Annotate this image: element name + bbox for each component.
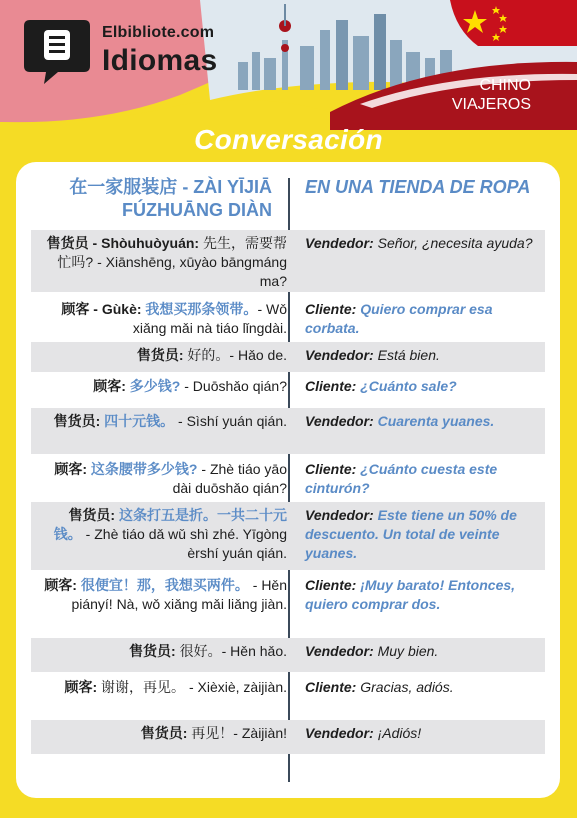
dialogue-row [31, 720, 545, 754]
speaker-label: Vendedor: [305, 413, 374, 429]
dialogue-row [31, 230, 545, 292]
dialogue-row [31, 408, 545, 454]
chinese-line [43, 460, 287, 498]
highlighted-phrase: 多少钱? [125, 378, 181, 394]
line-text: - Wǒ xiǎng mǎi nà tiáo lǐngdài. [132, 301, 287, 336]
spanish-line [305, 234, 539, 253]
line-text: 先生，需要帮忙吗? - Xiānshēng, xūyào bāngmáng ma? [57, 235, 287, 289]
speaker-label: 售货员: [53, 413, 101, 429]
speaker-label: 顾客: [54, 461, 88, 477]
speaker-label: Cliente: [305, 301, 357, 317]
section-title: Conversación [194, 124, 383, 155]
speaker-label: Cliente: [305, 378, 357, 394]
category-topic: VIAJEROS [451, 96, 531, 113]
spanish-line [305, 377, 539, 396]
category-label [452, 76, 531, 114]
highlighted-phrase: ¡Muy barato! Entonces, quiero comprar dos. [305, 577, 516, 612]
brand-logo[interactable] [22, 16, 222, 86]
highlighted-phrase: 我想买那条领带。 [141, 301, 258, 317]
speaker-label: Vendedor: [305, 347, 374, 363]
line-text: 再见！- Zàijiàn! [187, 725, 287, 741]
site-name: Elbibliote.com [102, 24, 215, 41]
highlighted-phrase: 这条打五是折。一共二十元钱。 [53, 507, 287, 542]
line-text: - Duōshǎo qián? [180, 378, 287, 394]
speech-bubble-logo-icon [22, 16, 92, 86]
line-text: 好的。- Hǎo de. [183, 347, 287, 363]
speaker-label: 售货员 - Shòuhuòyuán: [46, 235, 200, 251]
chinese-line [43, 576, 287, 614]
dialogue-row [31, 296, 545, 340]
highlighted-phrase: Cuarenta yuanes. [373, 413, 495, 429]
speaker-label: Cliente: [305, 577, 357, 593]
line-text: 很好。- Hěn hǎo. [175, 643, 287, 659]
line-text: ¡Adiós! [373, 725, 422, 741]
spanish-column-heading: EN UNA TIENDA DE ROPA [305, 177, 531, 197]
category-language: CHINO [479, 77, 531, 94]
line-text: Muy bien. [373, 643, 439, 659]
spanish-line [305, 460, 539, 498]
conversation-card [16, 162, 560, 798]
chinese-line [43, 346, 287, 365]
brand-name: Idiomas [102, 44, 218, 77]
speaker-label: Cliente: [305, 679, 357, 695]
line-text: - Hěn piányí! Nà, wǒ xiǎng mǎi liǎng jiàn. [71, 577, 287, 612]
highlighted-phrase: ¿Cuánto cuesta este cinturón? [305, 461, 498, 496]
highlighted-phrase: ¿Cuánto sale? [356, 378, 457, 394]
china-flag-icon [450, 0, 577, 46]
chinese-line [43, 642, 287, 661]
speaker-label: 顾客: [64, 679, 98, 695]
chinese-line [43, 377, 287, 396]
dialogue-row [31, 342, 545, 372]
highlighted-phrase: Quiero comprar esa corbata. [305, 301, 493, 336]
dialogue-row [31, 674, 545, 718]
chinese-line [43, 724, 287, 743]
dialogue-row [31, 373, 545, 404]
spanish-line [305, 724, 539, 743]
dialogue-row [31, 456, 545, 500]
speaker-label: 售货员: [136, 347, 184, 363]
dialogue-row [31, 638, 545, 672]
speaker-label: 顾客: [44, 577, 77, 593]
line-text: - Sìshí yuán qián. [174, 413, 287, 429]
spanish-line [305, 346, 539, 365]
dialogue-row [31, 502, 545, 570]
highlighted-phrase: 四十元钱。 [100, 413, 175, 429]
speaker-label: 顾客: [93, 378, 126, 394]
speaker-label: 顾客 - Gùkè: [61, 301, 142, 317]
speaker-label: Vendedor: [305, 725, 374, 741]
speaker-label: Vendedor: [305, 235, 374, 251]
speaker-label: Vendedor: [305, 507, 374, 523]
spanish-line [305, 678, 539, 697]
chinese-line [43, 234, 287, 291]
speaker-label: Vendedor: [305, 643, 374, 659]
line-text: Señor, ¿necesita ayuda? [373, 235, 533, 251]
line-text: 谢谢，再见。 - Xièxiè, zàijiàn. [97, 679, 287, 695]
highlighted-phrase: Este tiene un 50% de descuento. Un total de veinte yuanes. [305, 507, 517, 561]
chinese-line [43, 678, 287, 697]
chinese-column-heading: 在一家服装店 - ZÀI YĪJIĀ FÚZHUĀNG DIÀN [69, 177, 272, 220]
dialogue-row [31, 572, 545, 634]
speaker-label: 售货员: [140, 725, 188, 741]
line-text: Está bien. [373, 347, 440, 363]
chinese-line [43, 412, 287, 431]
page-header [0, 0, 577, 130]
chinese-line [43, 300, 287, 338]
line-text: Gracias, adiós. [356, 679, 454, 695]
line-text: - Zhè tiáo yāo dài duōshǎo qián? [172, 461, 287, 496]
spanish-line [305, 412, 539, 431]
speaker-label: 售货员: [129, 643, 176, 659]
speaker-label: 售货员: [68, 507, 116, 523]
spanish-line [305, 642, 539, 661]
highlighted-phrase: 这条腰带多少钱? [87, 461, 198, 477]
spanish-line [305, 506, 539, 563]
line-text: - Zhè tiáo dǎ wǔ shì zhé. Yīgòng èrshí yuán qián. [81, 526, 287, 561]
spanish-line [305, 300, 539, 338]
spanish-line [305, 576, 539, 614]
speaker-label: Cliente: [305, 461, 357, 477]
chinese-line [43, 506, 287, 563]
highlighted-phrase: 很便宜！那，我想买两件。 [76, 577, 249, 593]
